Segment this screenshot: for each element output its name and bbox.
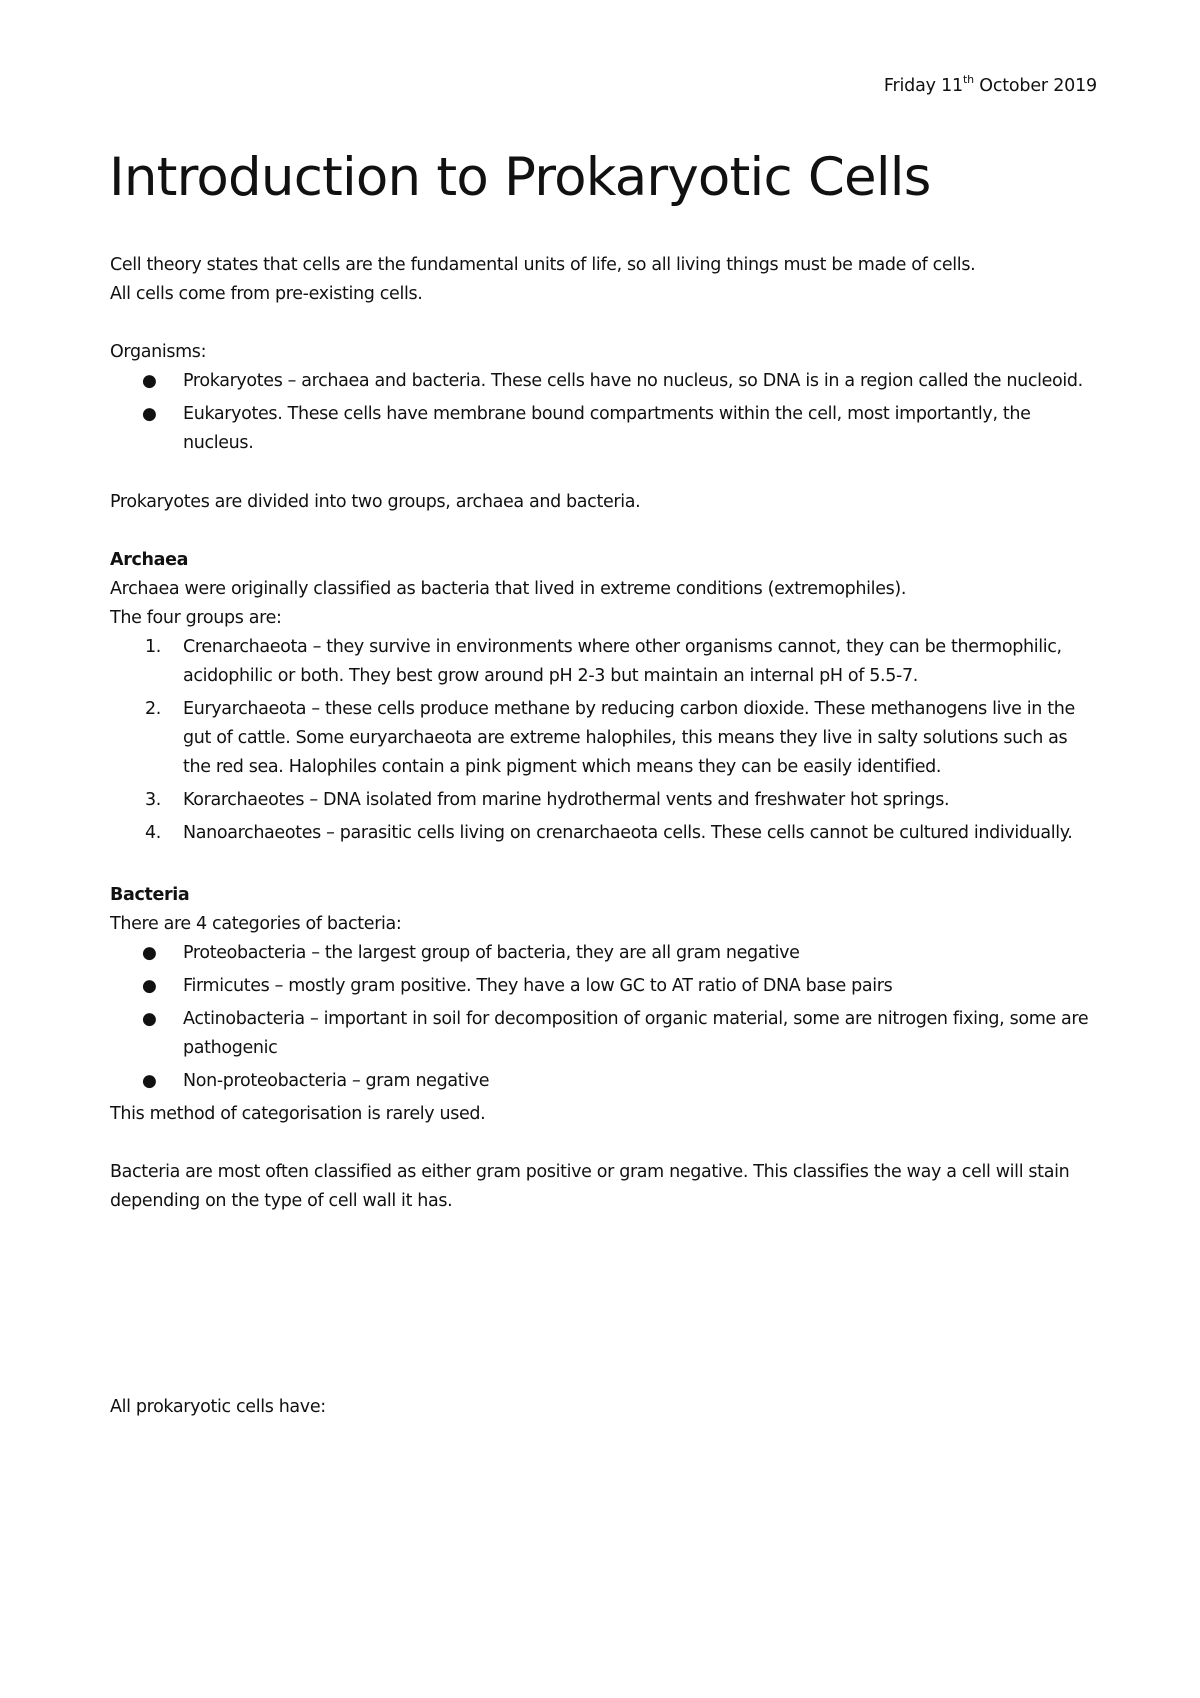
organisms-item-text: Prokaryotes – archaea and bacteria. These cells have no nucleus, so DNA is in a region called the nucleoid. [183,371,1083,391]
archaea-item-text: Nanoarchaeotes – parasitic cells living on crenarchaeota cells. These cells cannot be cultured individually. [183,823,1073,843]
organisms-label: Organisms: [110,342,207,362]
bacteria-item-text: Actinobacteria – important in soil for decomposition of organic material, some are nitrogen fixing, some are pathogenic [183,1009,1089,1058]
archaea-line-2: The four groups are: [110,608,282,628]
date-suffix: October 2019 [973,76,1097,96]
bullet-icon: ● [142,1071,157,1091]
organisms-list [110,367,1100,458]
bacteria-line-1: There are 4 categories of bacteria: [110,914,402,934]
list-item [110,786,1100,815]
prokaryotes-divided-text: Prokaryotes are divided into two groups, archaea and bacteria. [110,492,641,512]
list-number: 3. [145,790,161,810]
organisms-item-text: Eukaryotes. These cells have membrane bound compartments within the cell, most importantly, the nucleus. [183,404,1031,453]
intro-line-2: All cells come from pre-existing cells. [110,284,423,304]
archaea-line-1: Archaea were originally classified as bacteria that lived in extreme conditions (extremophiles). [110,579,907,599]
gram-paragraph: Bacteria are most often classified as either gram positive or gram negative. This classifies the way a cell will stain depending on the type of cell wall it has. [110,1162,1070,1211]
list-item [110,1067,1100,1096]
date-ordinal-suffix: th [963,73,974,86]
list-item [110,633,1100,691]
bacteria-heading: Bacteria [110,885,190,905]
archaea-item-text: Euryarchaeota – these cells produce methane by reducing carbon dioxide. These methanogens live in the gut of cattle. Some euryarchaeota are extreme halophiles, this means they live in salty solutions such as the red sea. Halophiles contain a pink pigment which means they can be easily identified. [183,699,1075,777]
list-number: 1. [145,637,161,657]
bullet-icon: ● [142,404,157,424]
bacteria-item-text: Firmicutes – mostly gram positive. They have a low GC to AT ratio of DNA base pairs [183,976,893,996]
date-prefix: Friday 11 [883,76,963,96]
bullet-icon: ● [142,943,157,963]
bullet-icon: ● [142,1009,157,1029]
list-item [110,695,1100,782]
list-item [110,972,1100,1001]
list-item [110,367,1100,396]
list-item [110,819,1100,848]
closing-line: All prokaryotic cells have: [110,1397,326,1417]
bacteria-categories-list [110,939,1100,1096]
archaea-heading: Archaea [110,550,189,570]
list-item [110,939,1100,968]
bacteria-item-text: Proteobacteria – the largest group of bacteria, they are all gram negative [183,943,800,963]
bacteria-after-text: This method of categorisation is rarely used. [110,1104,486,1124]
list-number: 2. [145,699,161,719]
bullet-icon: ● [142,371,157,391]
bullet-icon: ● [142,976,157,996]
document-title: Introduction to Prokaryotic Cells [109,147,931,208]
list-item [110,400,1100,458]
archaea-item-text: Crenarchaeota – they survive in environments where other organisms cannot, they can be thermophilic, acidophilic or both. They best grow around pH 2-3 but maintain an internal pH of 5.5-7. [183,637,1062,686]
document-date [883,73,1097,96]
archaea-item-text: Korarchaeotes – DNA isolated from marine hydrothermal vents and freshwater hot springs. [183,790,950,810]
intro-line-1: Cell theory states that cells are the fundamental units of life, so all living things must be made of cells. [110,255,976,275]
bacteria-item-text: Non-proteobacteria – gram negative [183,1071,490,1091]
list-number: 4. [145,823,161,843]
archaea-groups-list [110,633,1100,848]
document-body [110,251,1100,1422]
list-item [110,1005,1100,1063]
